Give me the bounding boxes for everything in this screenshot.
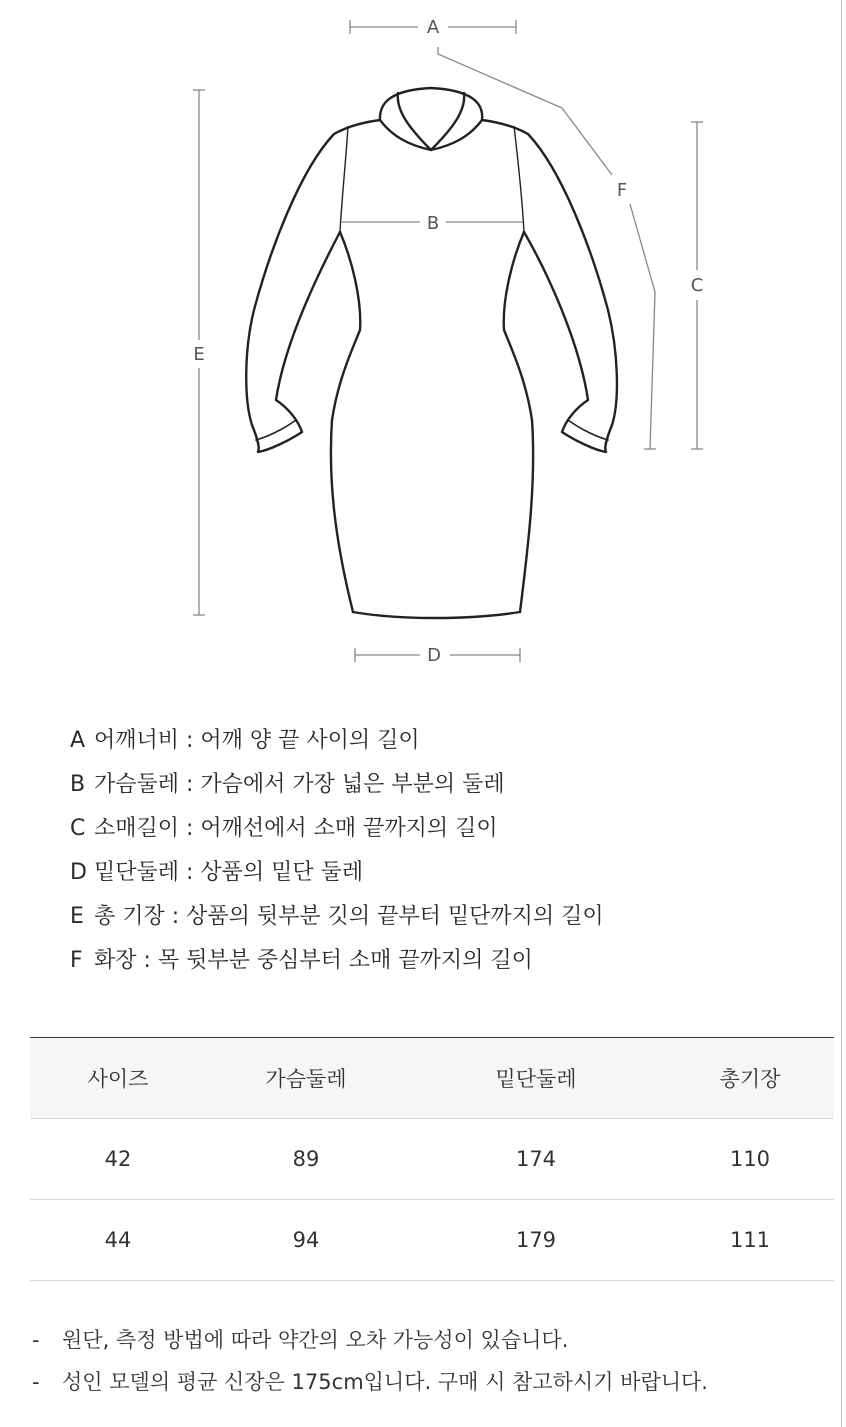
header-hem: 밑단둘레 xyxy=(406,1038,666,1119)
cell-length: 110 xyxy=(666,1119,834,1200)
header-chest: 가슴둘레 xyxy=(206,1038,406,1119)
legend-item-b: B 가슴둘레 : 가슴에서 가장 넓은 부분의 둘레 xyxy=(70,772,505,797)
size-table xyxy=(30,1037,834,1281)
cell-chest: 94 xyxy=(206,1200,406,1281)
cell-size: 44 xyxy=(30,1200,206,1281)
legend-item-f: F 화장 : 목 뒷부분 중심부터 소매 끝까지의 길이 xyxy=(70,948,533,973)
dress-measurement-diagram xyxy=(0,0,846,680)
table-row xyxy=(30,1200,834,1281)
legend-item-a: A 어깨너비 : 어깨 양 끝 사이의 길이 xyxy=(70,728,420,753)
cell-length: 111 xyxy=(666,1200,834,1281)
dress-illustration xyxy=(0,0,846,680)
label-f: F xyxy=(616,180,628,201)
cell-chest: 89 xyxy=(206,1119,406,1200)
legend-item-c: C 소매길이 : 어깨선에서 소매 끝까지의 길이 xyxy=(70,816,498,841)
cell-hem: 179 xyxy=(406,1200,666,1281)
label-d: D xyxy=(427,645,441,666)
label-b: B xyxy=(426,213,440,234)
table-header-row xyxy=(30,1038,834,1119)
label-c: C xyxy=(690,275,704,296)
cell-size: 42 xyxy=(30,1119,206,1200)
header-length: 총기장 xyxy=(666,1038,834,1119)
measurement-legend xyxy=(70,724,604,988)
label-a: A xyxy=(426,17,440,38)
table-row xyxy=(30,1119,834,1200)
note-item: - 성인 모델의 평균 신장은 175cm입니다. 구매 시 참고하시기 바랍니다. xyxy=(32,1370,708,1394)
note-item: - 원단, 측정 방법에 따라 약간의 오차 가능성이 있습니다. xyxy=(32,1328,569,1352)
notes xyxy=(32,1322,708,1406)
legend-item-e: E 총 기장 : 상품의 뒷부분 깃의 끝부터 밑단까지의 길이 xyxy=(70,904,604,929)
label-e: E xyxy=(193,344,205,365)
legend-item-d: D 밑단둘레 : 상품의 밑단 둘레 xyxy=(70,860,364,885)
cell-hem: 174 xyxy=(406,1119,666,1200)
header-size: 사이즈 xyxy=(30,1038,206,1119)
